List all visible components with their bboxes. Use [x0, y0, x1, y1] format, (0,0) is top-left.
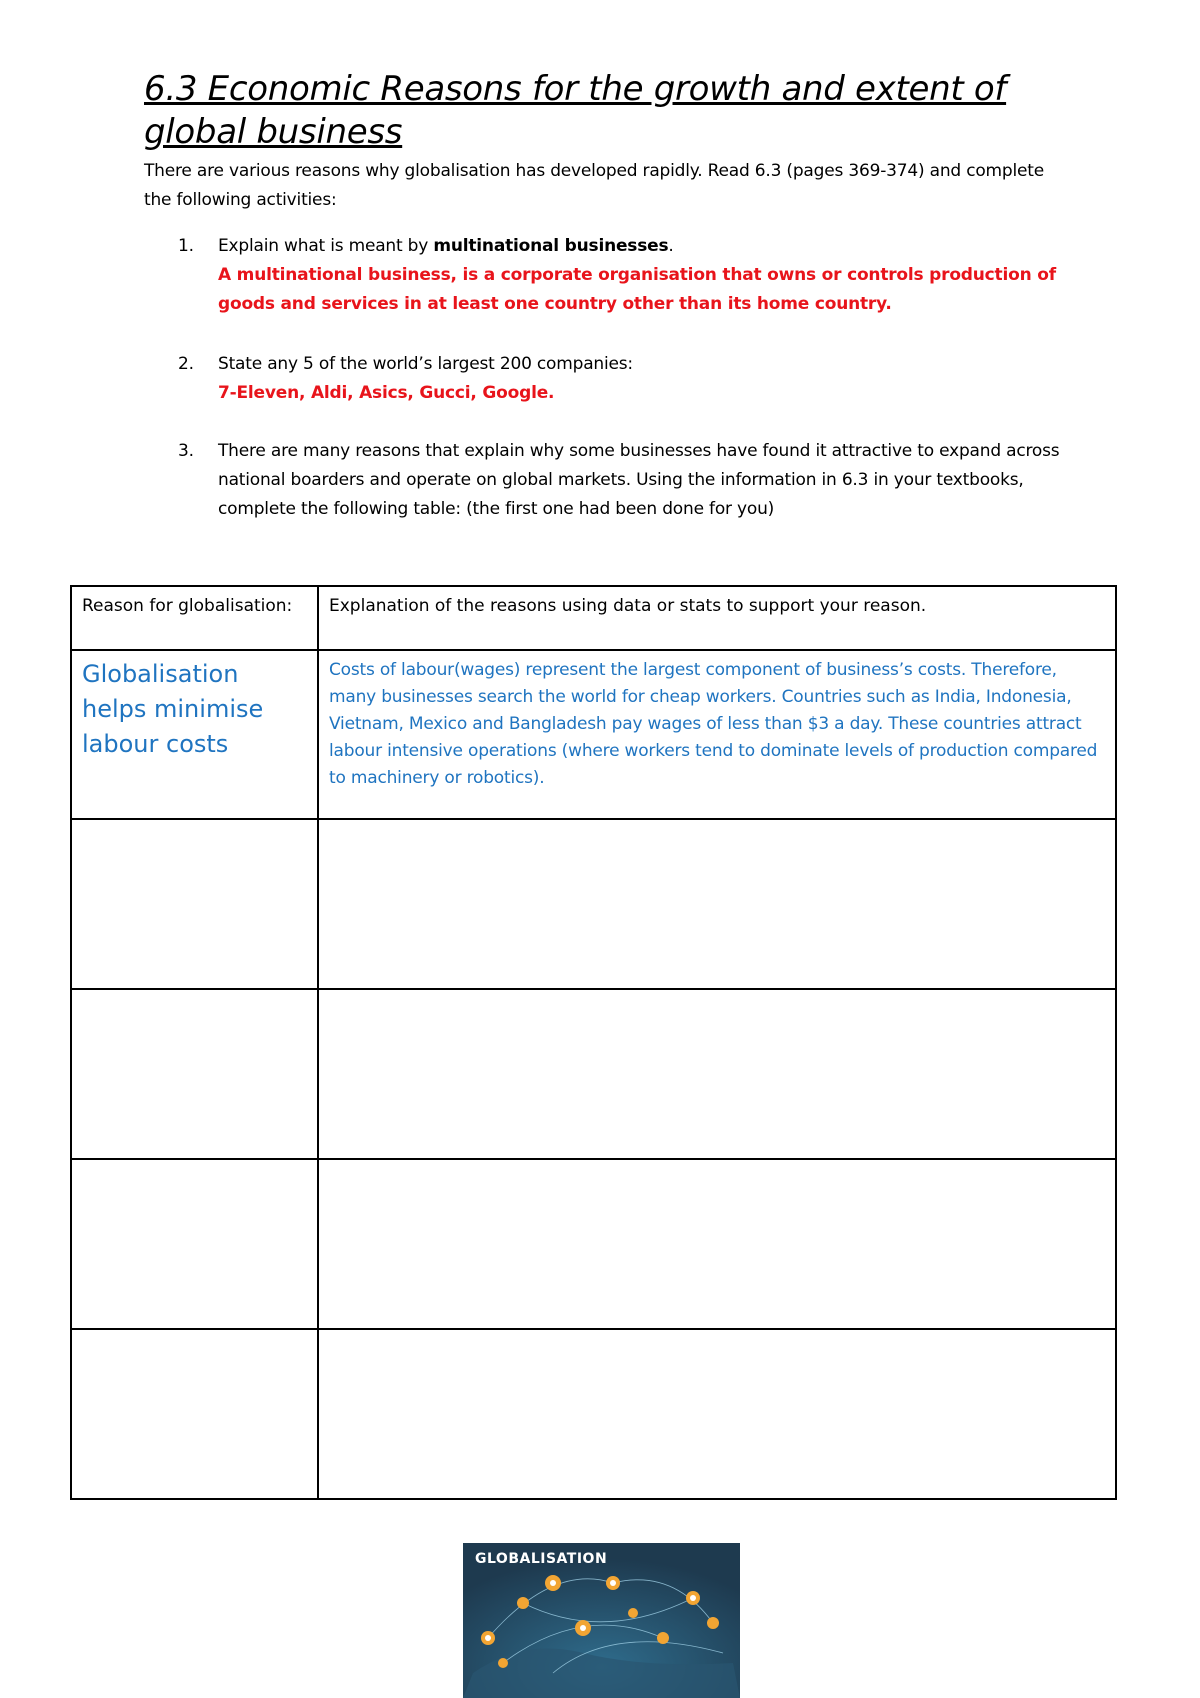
reason-cell-empty[interactable] [71, 1329, 318, 1499]
globalisation-table [70, 585, 1117, 1500]
reason-cell-empty[interactable] [71, 819, 318, 989]
reason-cell-empty[interactable] [71, 989, 318, 1159]
header-reason: Reason for globalisation: [71, 586, 318, 650]
header-explanation: Explanation of the reasons using data or stats to support your reason. [318, 586, 1116, 650]
explanation-cell-empty[interactable] [318, 1159, 1116, 1329]
question-text: State any 5 of the world’s largest 200 companies: [218, 354, 633, 374]
table-row-empty [71, 989, 1116, 1159]
answer-text: 7-Eleven, Aldi, Asics, Gucci, Google. [218, 383, 555, 403]
question-2 [178, 350, 1098, 408]
question-number: 1. [178, 236, 194, 256]
question-keyword: multinational businesses [433, 236, 669, 256]
intro-text: There are various reasons why globalisation has developed rapidly. Read 6.3 (pages 369-374) and complete the following activities: [144, 161, 1044, 210]
table-row-empty [71, 1159, 1116, 1329]
explanation-cell [318, 650, 1116, 819]
explanation-cell-empty[interactable] [318, 819, 1116, 989]
question-number: 3. [178, 441, 194, 461]
table-row-empty [71, 819, 1116, 989]
reason-cell-empty[interactable] [71, 1159, 318, 1329]
explanation-cell-empty[interactable] [318, 1329, 1116, 1499]
table-header-row [71, 586, 1116, 650]
page-title: 6.3 Economic Reasons for the growth and extent of global business [144, 69, 1007, 152]
question-text-end: . [668, 236, 674, 256]
question-3 [178, 437, 1098, 524]
image-caption-title: GLOBALISATION [475, 1551, 608, 1567]
explanation-text: Costs of labour(wages) represent the largest component of business’s costs. Therefore, many businesses search the world for cheap workers. Countries such as India, Indonesia, Vietnam, Mexico and Bangladesh pay wages of less than $3 a day. These countries attract labour intensive operations (where workers tend to dominate levels of production compared to machinery or robotics). [329, 660, 1098, 788]
reason-cell [71, 650, 318, 819]
question-text: Explain what is meant by [218, 236, 434, 256]
question-text: There are many reasons that explain why some businesses have found it attractive to expand across national boarders and operate on global markets. Using the information in 6.3 in your textbooks, complete the following table: (the first one had been done for you) [218, 441, 1060, 519]
question-number: 2. [178, 354, 194, 374]
answer-text: A multinational business, is a corporate organisation that owns or controls production of goods and services in at least one country other than its home country. [218, 265, 1056, 314]
table-row [71, 650, 1116, 819]
question-1 [178, 232, 1098, 319]
globalisation-image [463, 1543, 740, 1698]
reason-text: Globalisation helps minimise labour costs [82, 660, 264, 758]
explanation-cell-empty[interactable] [318, 989, 1116, 1159]
table-row-empty [71, 1329, 1116, 1499]
